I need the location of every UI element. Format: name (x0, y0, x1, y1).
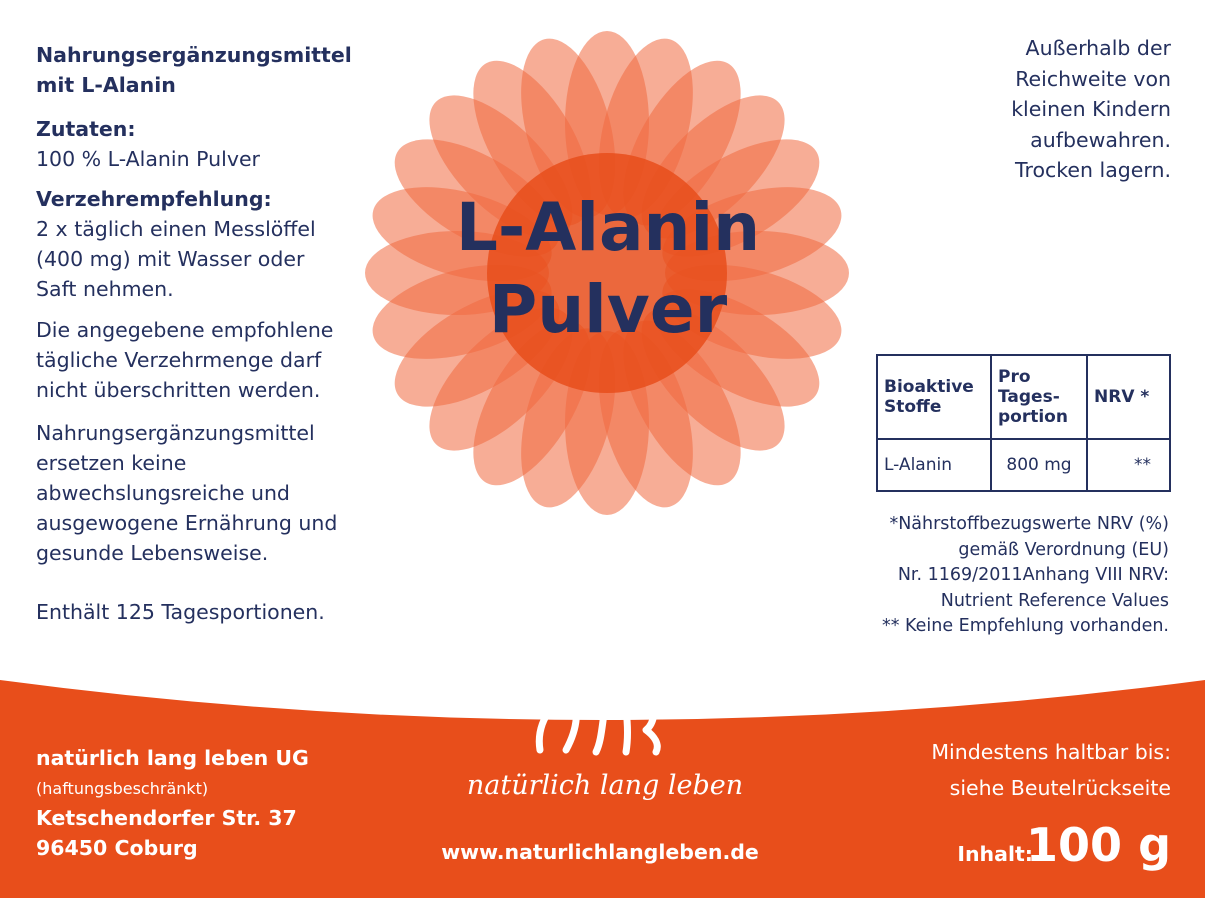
storage-line: kleinen Kindern (1011, 97, 1171, 121)
title-line-1: L-Alanin (455, 189, 761, 266)
nutrition-table (876, 354, 1171, 492)
table-row (877, 439, 1170, 491)
ingredients-text: 100 % L-Alanin Pulver (36, 147, 260, 171)
product-type: Nahrungsergänzungsmittel mit L-Alanin (36, 43, 352, 97)
storage-line: Reichweite von (1015, 66, 1171, 91)
ingredients-heading: Zutaten: (36, 117, 136, 141)
best-before-label: Mindestens haltbar bis: (931, 740, 1171, 764)
header-per-portion: Pro Tages-portion (991, 355, 1087, 439)
brand-script-logo: natürlich lang leben (466, 770, 744, 801)
content-value: 100 g (1026, 818, 1171, 872)
disclaimer-text: Nahrungsergänzungsmittel ersetzen keine abwechslungsreiche und ausgewogene Ernährung und gesunde Lebensweise. (36, 421, 338, 565)
company-city: 96450 Coburg (36, 836, 198, 860)
dosage-heading: Verzehrempfehlung: (36, 187, 272, 211)
storage-line: Außerhalb der (1025, 36, 1171, 60)
best-before-note: siehe Beutelrückseite (949, 776, 1171, 800)
title-line-2: Pulver (488, 271, 728, 348)
dosage-text: 2 x täglich einen Messlöffel (400 mg) mit Wasser oder Saft nehmen. (36, 217, 316, 301)
footnote-line: Nutrient Reference Values (940, 590, 1169, 611)
footnote-line: gemäß Verordnung (EU) (958, 539, 1169, 560)
storage-line: aufbewahren. (1030, 127, 1171, 152)
elephant-logo-icon (530, 666, 670, 761)
content-label: Inhalt: (957, 842, 1033, 866)
table-header-row (877, 355, 1170, 439)
row-name: L-Alanin (877, 439, 991, 491)
company-legal-form: (haftungsbeschränkt) (36, 779, 209, 798)
footnote-line: Nr. 1169/2011Anhang VIII NRV: (897, 565, 1169, 585)
row-nrv: ** (1087, 439, 1170, 491)
storage-note (911, 33, 1171, 186)
row-amount: 800 mg (991, 439, 1087, 491)
nrv-footnotes (809, 512, 1169, 640)
storage-line: Trocken lagern. (1014, 158, 1171, 182)
footnote-line: *Nährstoffbezugswerte NRV (%) (889, 514, 1169, 534)
footnote-line: ** Keine Empfehlung vorhanden. (881, 616, 1169, 636)
warning-text: Die angegebene empfohlene tägliche Verzehrmenge darf nicht überschritten werden. (36, 318, 334, 402)
website-link[interactable]: www.naturlichlangleben.de (441, 840, 759, 864)
servings-text: Enthält 125 Tagesportionen. (36, 600, 325, 624)
header-nrv: NRV * (1087, 355, 1170, 439)
company-name: natürlich lang leben UG (36, 746, 309, 770)
header-bioactive: Bioaktive Stoffe (877, 355, 991, 439)
company-street: Ketschendorfer Str. 37 (36, 806, 297, 830)
